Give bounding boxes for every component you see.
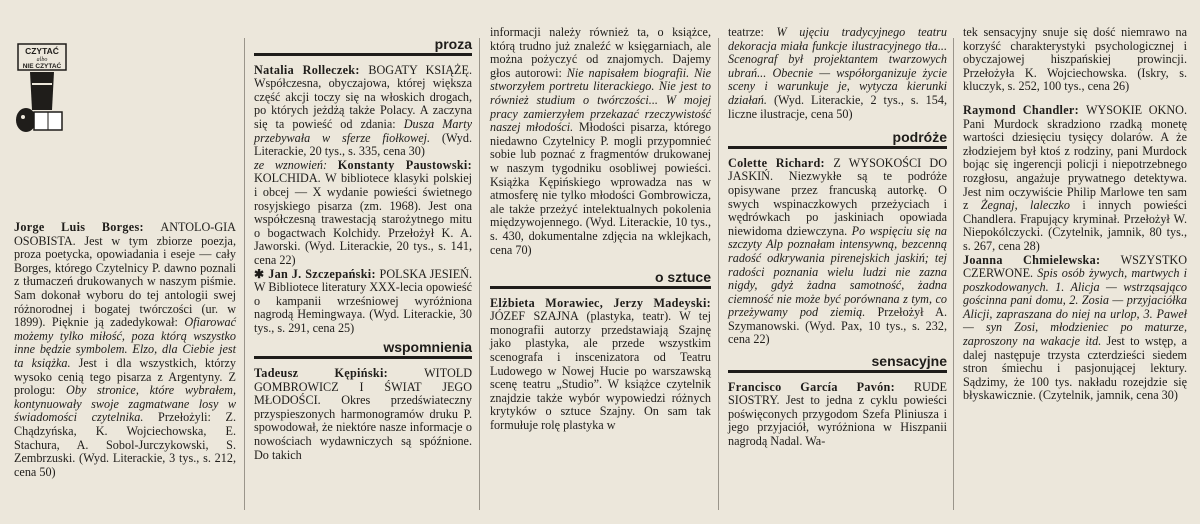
- review-text: (Wyd. Literackie, 2 tys., s. 154, liczne ilustracje, cena 50): [728, 92, 947, 121]
- review-szajna: [490, 297, 711, 433]
- review-text: Przełożyli: Z. Chądzyńska, K. Wojciechowska, E. Stachura, A. Sobol-Jurczykowski, S. Zembrzuski. (Wyd. Literackie, 3 tys., s. 212, cena 50): [14, 410, 236, 479]
- review-quote: Ofiarować możemy tylko miłość, poza którą wszystko inne będzie symbolem. Elzo, dla Ciebie jest ta książka.: [14, 315, 236, 370]
- section-heading-label: sensacyjne: [871, 353, 947, 370]
- section-heading-label: proza: [434, 36, 472, 52]
- review-note: ze wznowień:: [254, 157, 338, 172]
- review-text: Jest to wstęp, a dalej następuje trzysta czterdzieści siedem stron śmiechu i pasjonującej lektury. Sądzimy, że 100 tys. nakładu rozejdzie się błyskawicznie. (Czytelnik, jamnik, cena 30): [963, 334, 1187, 403]
- review-quote: Dusza Marty przebywała w sferze fiołkowej.: [254, 116, 472, 145]
- logo-top-text: CZYTAĆ: [25, 46, 59, 56]
- column-divider: [718, 38, 719, 510]
- review-author: Raymond Chandler:: [963, 102, 1086, 117]
- logo-mid-text: albo: [36, 57, 48, 63]
- review-text: ANTOLO-GIA OSOBISTA. Jest w tym zbiorze poezja, proza poetycka, opowiadania i eseje — cały Borges, którego Czytelnicy P. dawno poznali z tłumaczeń drukowanych w naszym piśmie. Sam dokonał wyboru do tej antologii swej różnorodnej i bogatej twórczości (ur. w 1899). Pięknie ją zadedykował:: [14, 220, 236, 330]
- review-text: Jest i dla wszystkich, którzy wysoko cenią tego pisarza z Argentyny. Z prologu:: [14, 355, 237, 398]
- section-heading: [254, 38, 472, 56]
- review-author: ✱ Jan J. Szczepański:: [254, 266, 380, 281]
- review-pavon: [728, 381, 947, 449]
- review-author: Joanna Chmielewska:: [963, 252, 1121, 267]
- review-text: Przełożył A. Szymanowski. (Wyd. Pax, 10 tys., s. 232, cena 22): [728, 305, 947, 347]
- section-heading: [728, 131, 947, 149]
- review-text: i innych powieści Chandlera. Frapujący kryminał. Przełożył W. Niepokólczycki. (Czytelnik, jamnik, 80 tys., s. 267, cena 28): [963, 198, 1187, 253]
- review-chmielewska: [963, 254, 1187, 404]
- review-kepinski: [254, 367, 472, 462]
- section-heading: [254, 341, 472, 359]
- section-heading: [490, 271, 711, 289]
- review-quote: Nie napisałem biografii. Nie stworzyłem portretu literackiego. Nie jest to również studium o twórczości... W mojej pracy zamierzyłem przekazać rzeczywistość naszej młodości.: [490, 65, 711, 135]
- review-pavon-cont: tek sensacyjny snuje się dość niemrawo na korzyść charakterystyki psychologicznej i obyczajowej hiszpańskiej prowincji. Przełożyła K. Wojciechowska. (Iskry, s. kluczyk, s. 252, 100 tys., cena 26): [963, 25, 1187, 94]
- review-rolleczek: [254, 64, 472, 159]
- review-text: KOLCHIDA. W bibliotece klasyki polskiej i obcej — X wydanie powieści świetnego rosyjskiego pisarza (zm. 1968). Jest ona współczesną trawestacją starożytnego mitu o bogactwach Kolchidy. Przełożył K. A. Jaworski. (Wyd. Literackie, 20 tys., s. 141, cena 22): [254, 171, 472, 267]
- review-quote: W ujęciu tradycyjnego teatru dekoracja miała funkcje ilustracyjnego tła... Scenograf był projektantem twarzowych ubrań... Obecnie — współorganizuje życie sceny i warunkuje je, wytycza kierunki działań.: [728, 25, 947, 107]
- review-text: Z WYSOKOŚCI DO JASKIŃ. Niezwykłe są te podróże opisywane przez francuską autorkę. O swych wspinaczkowych przeżyciach i wędrówkach po jaskiniach opowiada niewidoma dziewczyna.: [728, 155, 947, 238]
- section-heading-label: o sztuce: [654, 269, 711, 286]
- column-4: [728, 26, 947, 449]
- review-text: WSZYSTKO CZERWONE.: [963, 252, 1187, 281]
- logo-bottom-text: NIE CZYTAĆ: [22, 63, 62, 70]
- column-1: [14, 221, 236, 479]
- review-author: Tadeusz Kępiński:: [254, 366, 425, 381]
- review-text: (Wyd. Literackie, 20 tys., s. 335, cena 30): [254, 130, 472, 159]
- review-author: Colette Richard:: [728, 155, 834, 170]
- column-divider: [953, 38, 954, 510]
- review-author: Jorge Luis Borges:: [14, 220, 161, 234]
- review-text: JÓZEF SZAJNA (plastyka, teatr). W tej monografii autorzy przedstawiają Szajnę jako plastyka, ale przede wszystkim scenografa i inscenizatora od Teatru Ludowego w Nowej Hucie po warszawską scenę teatru „Studio”. W książce czytelnik znajdzie także wybór wypowiedzi różnych krytyków o sztuce Szajny. On sam tak formułuje rolę plastyka w: [490, 309, 711, 433]
- review-quote: Żegnaj, laleczko: [980, 198, 1070, 213]
- review-author: Elżbieta Morawiec, Jerzy Madeyski:: [490, 295, 711, 310]
- review-author: Natalia Rolleczek:: [254, 62, 369, 77]
- review-kepinski-cont: [490, 26, 711, 257]
- review-text: WYSOKIE OKNO. Pani Murdock skradziono rzadką monetę wartości dziesięciu tysięcy dolarów. A że złodziejem był ktoś z rodziny, pani Murdock bojąc się ingerencji policji i niepotrzebnego rozgłosu, angażuje prywatnego detektywa. Jest nim oczywiście Philip Marlowe ten sam z: [963, 102, 1187, 213]
- review-text: teatrze:: [728, 25, 777, 39]
- review-borges: [14, 221, 236, 479]
- review-text: POLSKA JESIEŃ. W Bibliotece literatury XXX-lecia opowieść o kampanii wrześniowej wyróżniona nagrodą Hemingwaya. (Wyd. Literackie, 30 tys., s. 291, cena 25): [254, 266, 472, 335]
- column-divider: [479, 38, 480, 510]
- section-heading-label: podróże: [892, 129, 947, 146]
- review-quote: Po wspięciu się na szczyty Alp poznałam intensywną, bezcenną radość odkrywania pirenejskich jaskiń; tej radości poznania wielu ludzi nie zazna nigdy, gdyż żadna samotność, żadna ciemność nie może być porównana z tym, co przeżywamy pod ziemią.: [728, 223, 948, 320]
- review-text: RUDE SIOSTRY. Jest to jedna z cyklu powieści poświęconych przygodom Szefa Pliniusza i jego przyjaciół, wyróżniona w Hiszpanii nagrodą Nadal. Wa-: [728, 379, 947, 449]
- review-szajna-cont: [728, 26, 947, 121]
- column-divider: [244, 38, 245, 510]
- review-quote: Spis osób żywych, martwych i poszkodowanych. 1. Alicja — wstrząsająco gościnna pani domu, 2. Zosia — przyjaciółka Alicji, zapraszana do niej na urlop, 3. Paweł — syn Zosi, młodzieniec po maturze, zaproszony na wakacje itd.: [963, 266, 1187, 349]
- review-author: Francisco García Pavón:: [728, 379, 914, 394]
- column-2: [254, 36, 472, 462]
- review-chandler: [963, 104, 1187, 254]
- column-3: [490, 26, 711, 433]
- review-paustowski: [254, 159, 472, 268]
- section-heading: [728, 355, 947, 373]
- review-text: WITOLD GOMBROWICZ I ŚWIAT JEGO MŁODOŚCI. Okres przedświateczny przyspieszonych harmonogramów druku P. spowodował, że niektóre nasze informacje o nowościach wydawniczych są spóźnione. Do takich: [254, 366, 472, 462]
- reading-logo-icon: [12, 40, 72, 140]
- review-szczepanski: [254, 268, 472, 336]
- column-5: [963, 26, 1187, 403]
- review-richard: [728, 157, 947, 347]
- review-author: Konstanty Paustowski:: [337, 157, 472, 172]
- review-text: informacji należy również ta, o książce, którą trudno już znaleźć w księgarniach, ale można pożyczyć od znajomych. Dajemy głos autorowi:: [490, 25, 711, 80]
- section-heading-label: wspomnienia: [383, 339, 472, 356]
- review-text: Młodości pisarza, którego niedawno Czytelnicy P. mogli przypomnieć sobie lub poznać z fragmentów drukowanej w naszym tygodniku osobliwej powieści. Książka Kępińskiego wprowadza nas w atmosferę nie tylko młodości Gombrowicza, ale także przeżyć intelektualnych pokolenia międzywojennego. (Wyd. Literackie, 10 tys., s. 430, dokumentalne zdjęcia na wklejkach, cena 70): [490, 120, 711, 257]
- review-text: BOGATY KSIĄŻĘ. Współczesna, obyczajowa, której większa część akcji toczy się na włoskich drogach, po których jeżdżą także Polacy. A zaczyna się ta powieść od zdania:: [254, 62, 472, 131]
- review-quote: Oby stronice, które wybrałem, kontynuowały swoje zagmatwane losy w świadomości czytelnika.: [14, 383, 236, 425]
